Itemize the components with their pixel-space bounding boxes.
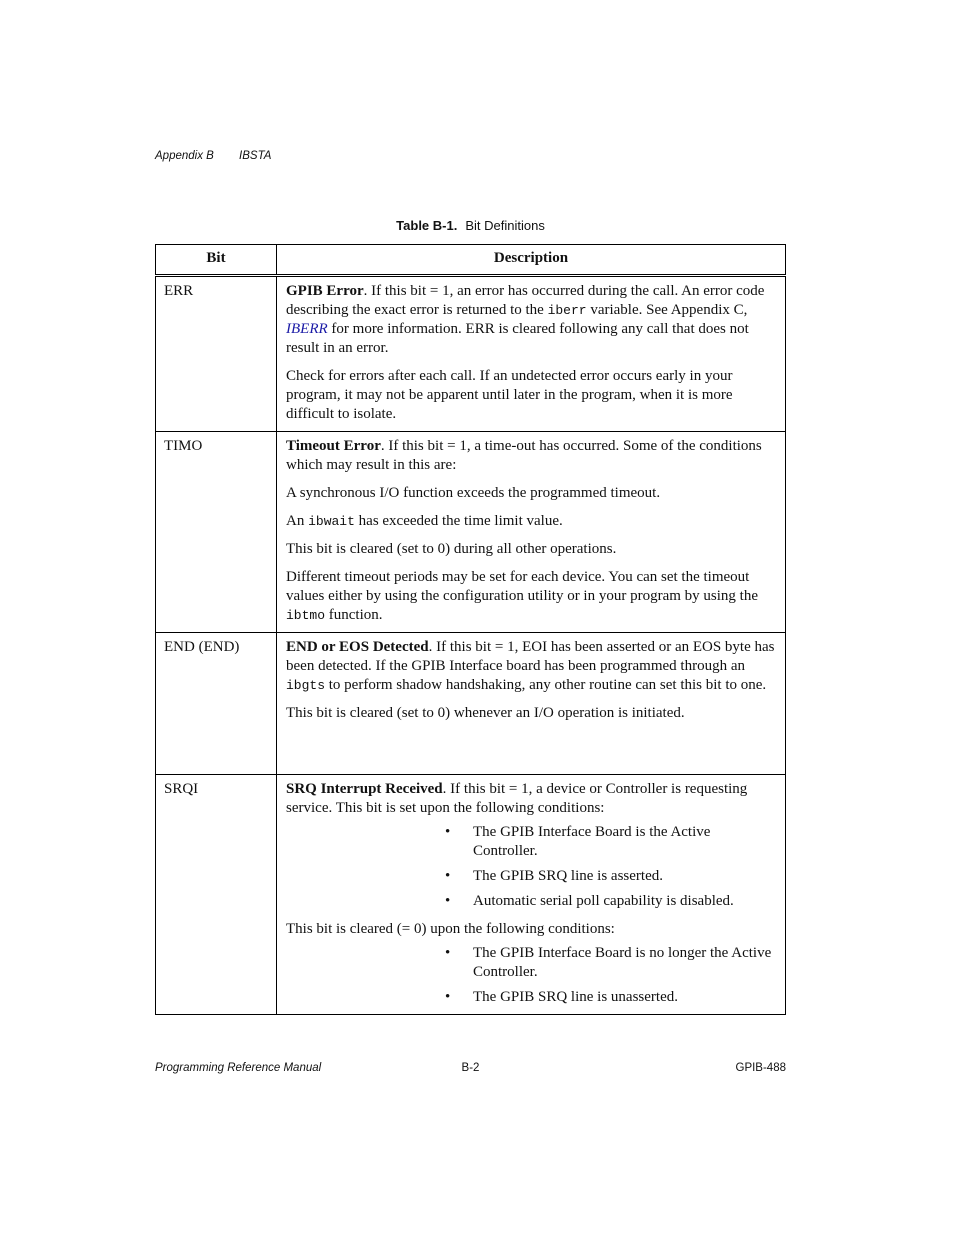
footer-manual-title: Programming Reference Manual: [155, 1062, 322, 1074]
bullet: •: [445, 945, 451, 961]
code-term: iberr: [547, 303, 587, 318]
list-item: • The GPIB Interface Board is the Active Controller.: [445, 824, 711, 859]
bullet: •: [445, 868, 451, 884]
iberr-link[interactable]: IBERR: [286, 321, 328, 337]
footer-product: GPIB-488: [735, 1062, 786, 1074]
running-head: [155, 150, 271, 162]
bit-description: [277, 775, 786, 1015]
table-row-srqi: [156, 775, 786, 1015]
code-term: ibwait: [308, 514, 355, 529]
code-term: ibtmo: [286, 608, 326, 623]
page-number: B-2: [461, 1062, 480, 1074]
bit-name: TIMO: [156, 432, 277, 633]
list-item: • The GPIB Interface Board is no longer the Active Controller.: [445, 945, 772, 980]
bit-lead-term: END or EOS Detected: [286, 639, 429, 655]
code-term: ibgts: [286, 678, 326, 693]
list-item: • Automatic serial poll capability is disabled.: [445, 893, 734, 909]
description-paragraph: END or EOS Detected. If this bit = 1, EOI has been asserted or an EOS byte has been detected. If the GPIB Interface board has been programmed through an ibgts to perform shadow handshaking, any other routine can set this bit to one.: [286, 639, 775, 693]
page-footer: [155, 1062, 786, 1074]
table-row-end: [156, 633, 786, 775]
table-number: Table B-1.: [396, 218, 458, 233]
bit-lead-term: Timeout Error: [286, 438, 381, 454]
bullet: •: [445, 893, 451, 909]
description-paragraph: An ibwait has exceeded the time limit value.: [286, 513, 563, 529]
description-paragraph: This bit is cleared (= 0) upon the following conditions:: [286, 921, 615, 937]
table-caption: [155, 218, 786, 233]
bit-name: END (END): [156, 633, 277, 775]
section-label: IBSTA: [239, 150, 272, 162]
table-row-err: [156, 276, 786, 432]
column-header-bit: Bit: [156, 245, 277, 276]
bit-description: [277, 432, 786, 633]
description-paragraph: SRQ Interrupt Received. If this bit = 1, a device or Controller is requesting service. This bit is set upon the following conditions:: [286, 781, 748, 816]
description-paragraph: This bit is cleared (set to 0) whenever an I/O operation is initiated.: [286, 705, 685, 721]
description-paragraph: This bit is cleared (set to 0) during all other operations.: [286, 541, 617, 557]
description-paragraph: Timeout Error. If this bit = 1, a time-out has occurred. Some of the conditions which may result in this are:: [286, 438, 762, 473]
bit-description: [277, 633, 786, 775]
bit-description: [277, 276, 786, 432]
bit-name: SRQI: [156, 775, 277, 1015]
table-header-row: [156, 245, 786, 276]
bullet: •: [445, 824, 451, 840]
list-item: • The GPIB SRQ line is unasserted.: [445, 989, 678, 1005]
bullet: •: [445, 989, 451, 1005]
table-title: Bit Definitions: [465, 218, 545, 233]
description-paragraph: Different timeout periods may be set for each device. You can set the timeout values either by using the configuration utility or in your program by using the ibtmo function.: [286, 569, 758, 623]
appendix-label: Appendix B: [155, 150, 214, 162]
bit-name: ERR: [156, 276, 277, 432]
bit-lead-term: GPIB Error: [286, 283, 364, 299]
list-item: • The GPIB SRQ line is asserted.: [445, 868, 663, 884]
set-conditions-list: [286, 823, 777, 911]
description-paragraph: Check for errors after each call. If an undetected error occurs early in your program, it may not be apparent until later in the program, when it is more difficult to isolate.: [286, 368, 733, 422]
bit-definitions-table: [155, 244, 786, 1015]
description-paragraph: A synchronous I/O function exceeds the programmed timeout.: [286, 485, 661, 501]
clear-conditions-list: [286, 944, 777, 1007]
column-header-description: Description: [277, 245, 786, 276]
table-row-timo: [156, 432, 786, 633]
description-paragraph: GPIB Error. If this bit = 1, an error has occurred during the call. An error code describing the exact error is returned to the iberr variable. See Appendix C, IBERR for more information. ERR is cleared following any call that does not result in an error.: [286, 283, 765, 356]
bit-lead-term: SRQ Interrupt Received: [286, 781, 443, 797]
